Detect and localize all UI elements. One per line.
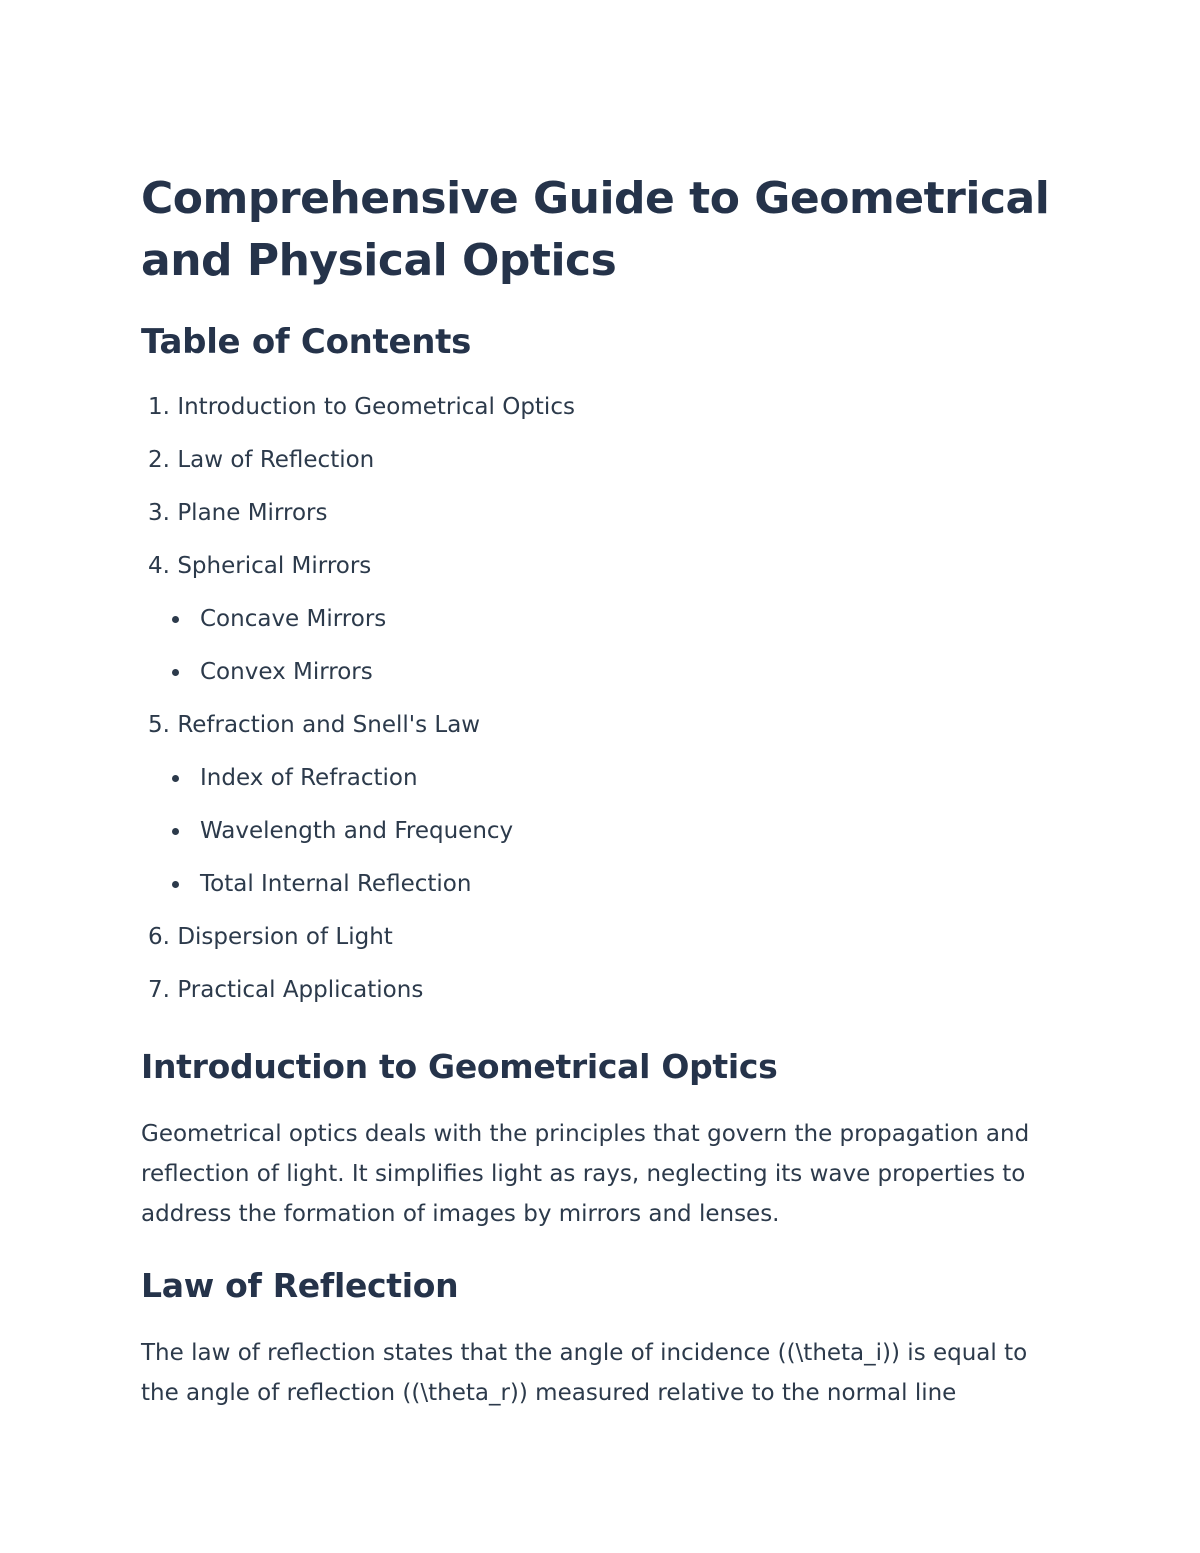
toc-subitem-total-internal-reflection[interactable]	[141, 858, 1061, 911]
section-body-law-of-reflection: The law of reflection states that the angle of incidence ((\theta_i)) is equal to the angle of reflection ((\theta_r)) measured relative to the normal line	[141, 1340, 1028, 1406]
bullet-icon	[172, 828, 179, 835]
toc-item-label: Introduction to Geometrical Optics	[177, 394, 575, 420]
toc-item-number: 7.	[148, 977, 170, 1003]
toc-item-label: Plane Mirrors	[177, 500, 328, 526]
toc-subitem-label: Index of Refraction	[200, 765, 418, 791]
toc-item-number: 4.	[148, 553, 170, 579]
toc-item-label: Refraction and Snell's Law	[177, 712, 481, 738]
toc-sublist-spherical-mirrors	[141, 593, 1061, 699]
toc-subitem-label: Convex Mirrors	[200, 659, 373, 685]
toc-item-refraction[interactable]	[141, 699, 1061, 752]
toc-item-plane-mirrors[interactable]	[141, 487, 1061, 540]
document-title: Comprehensive Guide to Geometrical and Physical Optics	[141, 173, 1050, 286]
document-page	[141, 168, 1061, 1413]
toc-heading: Table of Contents	[141, 322, 472, 362]
toc-item-number: 3.	[148, 500, 170, 526]
bullet-icon	[172, 881, 179, 888]
section-heading-law-of-reflection: Law of Reflection	[141, 1266, 459, 1305]
toc-subitem-index-of-refraction[interactable]	[141, 752, 1061, 805]
bullet-icon	[172, 775, 179, 782]
toc-sublist-refraction	[141, 752, 1061, 911]
toc-subitem-label: Total Internal Reflection	[200, 871, 472, 897]
toc-item-introduction[interactable]	[141, 381, 1061, 434]
toc-item-label: Spherical Mirrors	[177, 553, 372, 579]
toc-subitem-convex-mirrors[interactable]	[141, 646, 1061, 699]
toc-item-dispersion[interactable]	[141, 911, 1061, 964]
toc-item-label: Law of Reflection	[177, 447, 375, 473]
toc-sublist-container	[141, 752, 1061, 911]
toc-subitem-label: Wavelength and Frequency	[200, 818, 514, 844]
toc-item-spherical-mirrors[interactable]	[141, 540, 1061, 593]
toc-subitem-wavelength-frequency[interactable]	[141, 805, 1061, 858]
toc-item-number: 6.	[148, 924, 170, 950]
toc-item-number: 5.	[148, 712, 170, 738]
bullet-icon	[172, 616, 179, 623]
table-of-contents	[141, 381, 1061, 1017]
toc-subitem-concave-mirrors[interactable]	[141, 593, 1061, 646]
bullet-icon	[172, 669, 179, 676]
toc-item-law-of-reflection[interactable]	[141, 434, 1061, 487]
toc-sublist-container	[141, 593, 1061, 699]
section-body-introduction: Geometrical optics deals with the principles that govern the propagation and reflection of light. It simplifies light as rays, neglecting its wave properties to address the formation of images by mirrors and lenses.	[141, 1121, 1030, 1227]
toc-item-number: 1.	[148, 394, 170, 420]
toc-subitem-label: Concave Mirrors	[200, 606, 387, 632]
toc-item-label: Practical Applications	[177, 977, 424, 1003]
toc-item-practical-applications[interactable]	[141, 964, 1061, 1017]
section-heading-introduction: Introduction to Geometrical Optics	[141, 1047, 778, 1086]
toc-item-number: 2.	[148, 447, 170, 473]
toc-item-label: Dispersion of Light	[177, 924, 393, 950]
